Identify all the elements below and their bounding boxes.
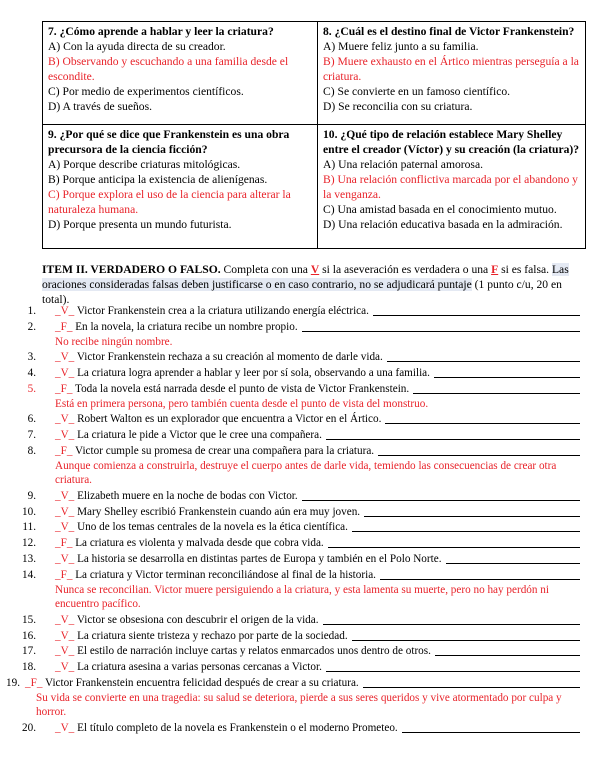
answer-mark: _V_ — [55, 613, 75, 626]
intro-part-a: Completa con una — [220, 263, 311, 276]
highlighted-instruction: Las oraciones consideradas falsas deben justificarse o en caso contrario, no se adjudicará puntaje — [42, 263, 569, 291]
option-a: A) Con la ayuda directa de su creador. — [48, 40, 226, 53]
statement-number: 10. — [22, 505, 36, 518]
option-d: D) Una relación educativa basada en la admiración. — [323, 218, 563, 231]
statement-text: Robert Walton es un explorador que encuentra a Victor en el Ártico. — [77, 413, 382, 426]
answer-line — [434, 377, 580, 378]
statement-number: 1. — [27, 305, 36, 317]
statement-number: 2. — [27, 320, 36, 333]
answer-line — [328, 547, 580, 548]
multiple-choice-table — [42, 21, 586, 249]
answer-mark: _V_ — [55, 429, 75, 441]
question-text: 9. ¿Por qué se dice que Frankenstein es una obra precursora de la ciencia ficción? — [48, 128, 290, 156]
intro-part-b: si la aseveración es verdadera o una — [319, 263, 492, 276]
f-letter: F — [491, 263, 499, 276]
statement-text: Mary Shelley escribió Frankenstein cuando aún era muy joven. — [77, 505, 361, 518]
answer-mark: _F_ — [55, 444, 73, 457]
statement-number: 14. — [22, 568, 36, 581]
statement-row — [0, 412, 600, 426]
item2-instructions — [42, 262, 587, 307]
statement-row — [0, 552, 600, 566]
option-a: A) Muere feliz junto a su familia. — [323, 40, 479, 53]
answer-line — [380, 579, 580, 580]
answer-line — [373, 315, 580, 316]
statement-number: 16. — [22, 629, 36, 642]
statement-text: La criatura le pide a Victor que le cree una compañera. — [77, 429, 322, 441]
statement-text: Elizabeth muere en la noche de bodas con Victor. — [77, 489, 298, 502]
statement-number: 20. — [22, 722, 36, 734]
answer-line — [364, 516, 580, 517]
answer-mark: _V_ — [55, 351, 75, 364]
statement-row — [0, 644, 600, 658]
question-cell-10 — [318, 125, 586, 249]
statement-text: El estilo de narración incluye cartas y relatos enmarcados unos dentro de otros. — [77, 645, 431, 658]
justification-note: Nunca se reconcilian. Victor muere persiguiendo a la criatura, y esta lamenta su muerte, pero no hay perdón ni encuentro pacífico. — [55, 583, 549, 610]
option-a: A) Una relación paternal amorosa. — [323, 158, 483, 171]
statement-text: Uno de los temas centrales de la novela es la ética científica. — [77, 521, 348, 534]
answer-line — [402, 732, 580, 733]
answer-line — [413, 393, 580, 394]
statement-text: La criatura es violenta y malvada desde que cobra vida. — [75, 537, 324, 550]
statement-text: El título completo de la novela es Frankenstein o el moderno Prometeo. — [77, 722, 398, 734]
justification-note: Está en primera persona, pero también cuenta desde el punto de vista del monstruo. — [55, 397, 429, 410]
statement-number: 5. — [27, 382, 36, 395]
statement-number: 3. — [27, 351, 36, 364]
answer-line — [363, 687, 580, 688]
statement-number: 8. — [27, 444, 36, 457]
v-letter: V — [310, 263, 320, 276]
statement-number: 15. — [22, 613, 36, 626]
answer-mark: _F_ — [25, 677, 43, 689]
answer-mark: _V_ — [55, 553, 75, 565]
statement-text: Victor Frankenstein encuentra felicidad después de crear a su criatura. — [45, 677, 359, 689]
statement-number: 7. — [27, 429, 36, 441]
answer-mark: _V_ — [55, 413, 75, 426]
statement-number: 12. — [22, 537, 36, 550]
statement-row — [0, 444, 600, 458]
question-text: 10. ¿Qué tipo de relación establece Mary Shelley entre el creador (Víctor) y su creación (la criatura)? — [323, 128, 580, 156]
statement-text: La criatura asesina a varias personas cercanas a Victor. — [77, 661, 322, 674]
option-c: C) Por medio de experimentos científicos. — [48, 85, 244, 98]
option-c-correct: C) Porque explora el uso de la ciencia para alterar la naturaleza humana. — [48, 188, 291, 216]
statement-text: La criatura logra aprender a hablar y leer por sí sola, observando a una familia. — [77, 367, 430, 379]
option-b-correct: B) Observando y escuchando a una familia desde el escondite. — [48, 55, 289, 83]
statement-row — [0, 660, 600, 674]
answer-line — [302, 500, 580, 501]
option-c: C) Una amistad basada en el conocimiento mutuo. — [323, 203, 557, 216]
option-b-correct: B) Una relación conflictiva marcada por el abandono y la venganza. — [323, 173, 578, 201]
statement-text: Victor Frankenstein crea a la criatura utilizando energía eléctrica. — [76, 305, 369, 317]
statement-row — [0, 568, 600, 582]
option-d: D) Porque presenta un mundo futurista. — [48, 218, 232, 231]
statement-row — [0, 520, 600, 534]
statement-number: 13. — [22, 553, 36, 565]
points-text: (1 punto c/u, 20 en total). — [42, 278, 562, 306]
answer-mark: _V_ — [55, 661, 75, 674]
statement-row — [0, 350, 600, 364]
statement-text: La historia se desarrolla en distintas partes de Europa y también en el Polo Norte. — [77, 553, 442, 565]
statement-number: 17. — [22, 645, 36, 658]
question-text: 7. ¿Cómo aprende a hablar y leer la criatura? — [48, 25, 274, 38]
question-cell-7 — [43, 22, 318, 125]
statement-row — [0, 721, 600, 735]
statement-row — [0, 629, 600, 643]
statement-text: En la novela, la criatura recibe un nombre propio. — [75, 320, 298, 333]
answer-line — [387, 361, 580, 362]
answer-mark: _F_ — [55, 320, 73, 333]
answer-mark: _V_ — [55, 521, 75, 534]
statement-row — [0, 366, 600, 380]
answer-mark: _V_ — [55, 722, 75, 734]
statement-text: Victor se obsesiona con descubrir el origen de la vida. — [76, 613, 319, 626]
question-text: 8. ¿Cuál es el destino final de Victor Frankenstein? — [323, 25, 575, 38]
option-b: B) Porque anticipa la existencia de alienígenas. — [48, 173, 268, 186]
answer-mark: _F_ — [55, 537, 73, 550]
statement-number: 4. — [27, 367, 36, 379]
justification-note: Aunque comienza a construirla, destruye el cuerpo antes de darle vida, temiendo las consecuencias de crear otra criatura. — [55, 459, 557, 486]
statement-number: 6. — [27, 413, 36, 426]
answer-mark: _F_ — [55, 382, 73, 395]
option-a: A) Porque describe criaturas mitológicas. — [48, 158, 241, 171]
statement-text: La criatura siente tristeza y rechazo por parte de la sociedad. — [77, 629, 348, 642]
answer-mark: _V_ — [55, 489, 75, 502]
answer-line — [302, 331, 580, 332]
answer-line — [385, 423, 580, 424]
option-d: D) Se reconcilia con su criatura. — [323, 100, 473, 113]
question-cell-9 — [43, 125, 318, 249]
answer-mark: _V_ — [55, 367, 75, 379]
statement-row — [0, 489, 600, 503]
justification-note: No recibe ningún nombre. — [55, 335, 173, 348]
answer-line — [352, 640, 580, 641]
statement-row — [0, 428, 600, 442]
option-c: C) Se convierte en un famoso científico. — [323, 85, 511, 98]
statement-text: La criatura y Victor terminan reconciliándose al final de la historia. — [75, 568, 376, 581]
option-d: D) A través de sueños. — [48, 100, 153, 113]
justification-note: Su vida se convierte en una tragedia: su salud se deteriora, pierde a sus seres queridos y vive atormentado por culpa y horror. — [36, 691, 562, 718]
answer-mark: _V_ — [55, 505, 75, 518]
statement-text: Victor Frankenstein rechaza a su creación al momento de darle vida. — [76, 351, 383, 364]
item2-heading: ITEM II. VERDADERO O FALSO. — [42, 263, 221, 276]
statement-row — [0, 613, 600, 627]
statement-row — [0, 505, 600, 519]
statement-number: 9. — [27, 489, 36, 502]
statement-number: 18. — [22, 661, 36, 674]
answer-line — [326, 671, 580, 672]
statement-number: 19. — [6, 677, 20, 689]
answer-line — [326, 439, 580, 440]
statement-text: Victor cumple su promesa de crear una compañera para la criatura. — [75, 444, 375, 457]
statement-row — [0, 320, 600, 334]
answer-line — [352, 531, 580, 532]
answer-line — [435, 655, 580, 656]
answer-line — [446, 563, 580, 564]
question-cell-8 — [318, 22, 586, 125]
answer-mark: _F_ — [55, 568, 73, 581]
answer-mark: _V_ — [55, 629, 75, 642]
statement-row — [0, 304, 600, 318]
option-b-correct: B) Muere exhausto en el Ártico mientras perseguía a la criatura. — [323, 55, 579, 83]
answer-mark: _V_ — [55, 645, 75, 658]
statement-number: 11. — [22, 521, 36, 534]
statement-row — [0, 676, 600, 690]
answer-mark: _V_ — [55, 305, 75, 317]
answer-line — [378, 455, 580, 456]
statement-row — [0, 536, 600, 550]
answer-line — [323, 624, 580, 625]
statement-row — [0, 382, 600, 396]
statement-text: Toda la novela está narrada desde el punto de vista de Victor Frankenstein. — [75, 382, 410, 395]
intro-part-c: si es falsa. — [498, 263, 552, 276]
